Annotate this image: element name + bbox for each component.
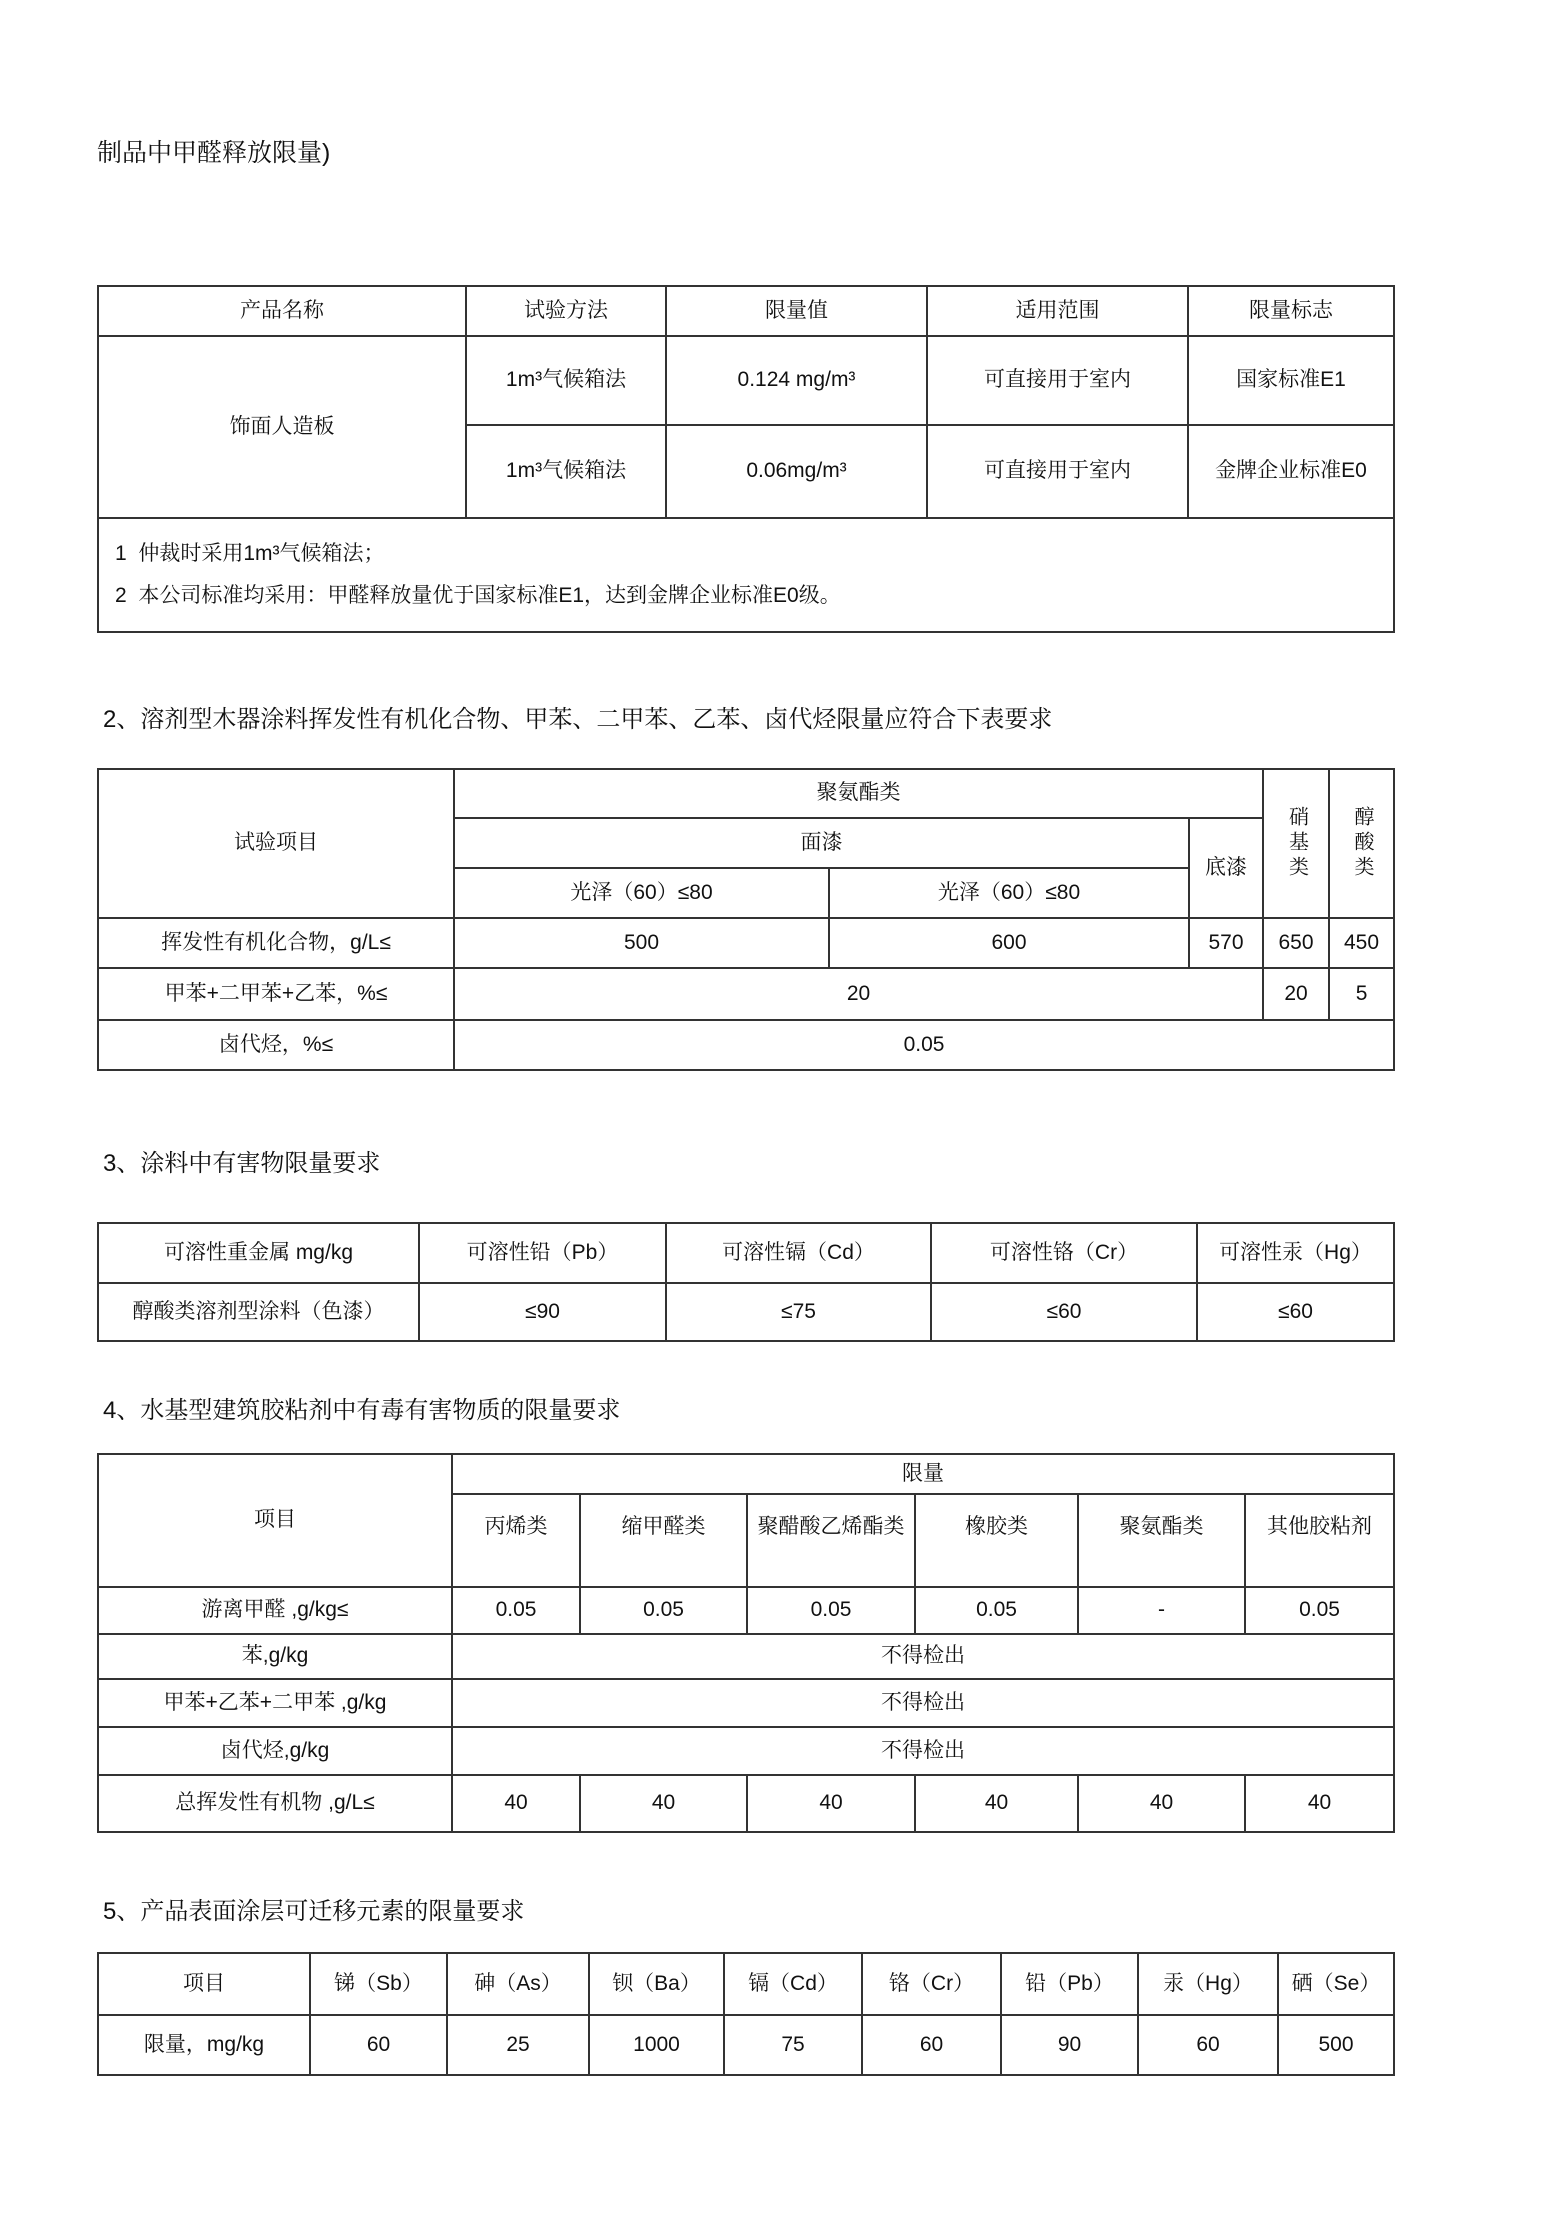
header-cell-item: 项目 [98, 1454, 452, 1587]
table-notes-row [98, 518, 1394, 632]
section-2-title: 2、溶剂型木器涂料挥发性有机化合物、甲苯、二甲苯、乙苯、卤代烃限量应符合下表要求 [103, 706, 1053, 733]
table-row [98, 1775, 1394, 1832]
table-row [98, 1679, 1394, 1727]
header-cell: 汞（Hg） [1138, 1953, 1278, 2015]
header-cell-gloss-a: 光泽（60）≤80 [454, 868, 829, 918]
note-line-1: 1 仲裁时采用1m³气候箱法； [115, 542, 385, 565]
table-header-row [98, 1454, 1394, 1494]
solvent-coating-limit-table [97, 768, 1395, 1071]
table-cell: 75 [724, 2015, 862, 2075]
header-cell: 可溶性铬（Cr） [931, 1223, 1197, 1283]
table-cell: 0.05 [452, 1587, 580, 1634]
header-cell: 聚氨酯类 [1078, 1494, 1245, 1587]
table-cell: ≤75 [666, 1283, 931, 1341]
header-cell: 丙烯类 [452, 1494, 580, 1587]
table-cell: 0.124 mg/m³ [666, 336, 927, 425]
migratable-elements-table [97, 1952, 1395, 2076]
table-cell: 40 [1078, 1775, 1245, 1832]
table-cell: 60 [310, 2015, 447, 2075]
header-cell-alkyd: 醇酸类 [1329, 769, 1394, 918]
page-title: 制品中甲醛释放限量) [97, 139, 331, 167]
table-cell: 0.05 [580, 1587, 747, 1634]
table-cell: - [1078, 1587, 1245, 1634]
header-cell: 其他胶粘剂 [1245, 1494, 1394, 1587]
table-cell: 20 [1263, 968, 1329, 1020]
note-line-2: 2 本公司标准均采用：甲醛释放量优于国家标准E1，达到金牌企业标准E0级。 [115, 584, 841, 607]
header-cell: 缩甲醛类 [580, 1494, 747, 1587]
table-cell: 40 [580, 1775, 747, 1832]
row-label: 挥发性有机化合物，g/L≤ [98, 918, 454, 968]
header-cell: 铬（Cr） [862, 1953, 1001, 2015]
table-cell: 570 [1189, 918, 1263, 968]
header-cell-nitro: 硝基类 [1263, 769, 1329, 918]
table-cell: 0.05 [454, 1020, 1394, 1070]
row-label: 游离甲醛 ,g/kg≤ [98, 1587, 452, 1634]
table-cell: 国家标准E1 [1188, 336, 1394, 425]
table-cell: 0.05 [1245, 1587, 1394, 1634]
formaldehyde-limit-table [97, 285, 1395, 633]
table-cell: ≤90 [419, 1283, 666, 1341]
table-cell: 40 [915, 1775, 1078, 1832]
table-cell: 0.05 [747, 1587, 915, 1634]
table-cell: 不得检出 [452, 1679, 1394, 1727]
adhesive-limit-table [97, 1453, 1395, 1833]
table-cell: 不得检出 [452, 1727, 1394, 1775]
header-cell: 硒（Se） [1278, 1953, 1394, 2015]
header-cell-method: 试验方法 [466, 286, 666, 336]
table-row [98, 336, 1394, 425]
table-cell: 25 [447, 2015, 589, 2075]
header-cell: 可溶性镉（Cd） [666, 1223, 931, 1283]
table-header-row [98, 1953, 1394, 2015]
row-label: 卤代烃，%≤ [98, 1020, 454, 1070]
table-cell: 40 [1245, 1775, 1394, 1832]
header-cell-test-item: 试验项目 [98, 769, 454, 918]
header-cell-gloss-b: 光泽（60）≤80 [829, 868, 1189, 918]
header-cell-product: 产品名称 [98, 286, 466, 336]
table-row [98, 1727, 1394, 1775]
table-cell: 5 [1329, 968, 1394, 1020]
table-cell: 650 [1263, 918, 1329, 968]
table-header-row [98, 1223, 1394, 1283]
header-cell: 可溶性重金属 mg/kg [98, 1223, 419, 1283]
header-cell-mark: 限量标志 [1188, 286, 1394, 336]
table-header-row [98, 769, 1394, 818]
header-cell-limit: 限量值 [666, 286, 927, 336]
header-cell: 项目 [98, 1953, 310, 2015]
header-cell-topcoat: 面漆 [454, 818, 1189, 868]
row-label: 苯,g/kg [98, 1634, 452, 1679]
table-cell: 500 [1278, 2015, 1394, 2075]
row-label: 甲苯+乙苯+二甲苯 ,g/kg [98, 1679, 452, 1727]
table-row [98, 1634, 1394, 1679]
table-cell: 1m³气候箱法 [466, 425, 666, 518]
table-cell: 450 [1329, 918, 1394, 968]
table-row [98, 918, 1394, 968]
table-cell: 500 [454, 918, 829, 968]
row-label: 醇酸类溶剂型涂料（色漆） [98, 1283, 419, 1341]
table-row [98, 968, 1394, 1020]
section-4-title: 4、水基型建筑胶粘剂中有毒有害物质的限量要求 [103, 1397, 621, 1424]
table-cell: 90 [1001, 2015, 1138, 2075]
header-cell: 锑（Sb） [310, 1953, 447, 2015]
header-cell: 镉（Cd） [724, 1953, 862, 2015]
table-cell: 600 [829, 918, 1189, 968]
table-cell: 20 [454, 968, 1263, 1020]
table-cell: 0.06mg/m³ [666, 425, 927, 518]
product-name-cell: 饰面人造板 [98, 336, 466, 518]
notes-cell [98, 518, 1394, 632]
header-cell: 钡（Ba） [589, 1953, 724, 2015]
table-cell: ≤60 [1197, 1283, 1394, 1341]
table-cell: 60 [862, 2015, 1001, 2075]
coating-heavy-metal-table [97, 1222, 1395, 1342]
header-cell: 铅（Pb） [1001, 1953, 1138, 2015]
table-cell: 金牌企业标准E0 [1188, 425, 1394, 518]
row-label: 卤代烃,g/kg [98, 1727, 452, 1775]
table-cell: 1000 [589, 2015, 724, 2075]
table-cell: 40 [747, 1775, 915, 1832]
section-3-title: 3、涂料中有害物限量要求 [103, 1150, 381, 1177]
table-cell: 1m³气候箱法 [466, 336, 666, 425]
table-row [98, 1283, 1394, 1341]
header-cell: 聚醋酸乙烯酯类 [747, 1494, 915, 1587]
header-cell-primer: 底漆 [1189, 818, 1263, 918]
table-header-row [98, 286, 1394, 336]
table-row [98, 1587, 1394, 1634]
row-label: 甲苯+二甲苯+乙苯，%≤ [98, 968, 454, 1020]
section-5-title: 5、产品表面涂层可迁移元素的限量要求 [103, 1898, 525, 1925]
header-cell: 可溶性铅（Pb） [419, 1223, 666, 1283]
table-cell: 可直接用于室内 [927, 336, 1188, 425]
table-cell: 60 [1138, 2015, 1278, 2075]
table-row [98, 1020, 1394, 1070]
header-cell-polyurethane: 聚氨酯类 [454, 769, 1263, 818]
table-cell: ≤60 [931, 1283, 1197, 1341]
table-cell: 0.05 [915, 1587, 1078, 1634]
header-cell: 可溶性汞（Hg） [1197, 1223, 1394, 1283]
header-cell-limit: 限量 [452, 1454, 1394, 1494]
table-cell: 可直接用于室内 [927, 425, 1188, 518]
table-row [98, 2015, 1394, 2075]
header-cell: 砷（As） [447, 1953, 589, 2015]
header-cell: 橡胶类 [915, 1494, 1078, 1587]
row-label: 总挥发性有机物 ,g/L≤ [98, 1775, 452, 1832]
table-cell: 不得检出 [452, 1634, 1394, 1679]
row-label: 限量，mg/kg [98, 2015, 310, 2075]
header-cell-scope: 适用范围 [927, 286, 1188, 336]
table-cell: 40 [452, 1775, 580, 1832]
